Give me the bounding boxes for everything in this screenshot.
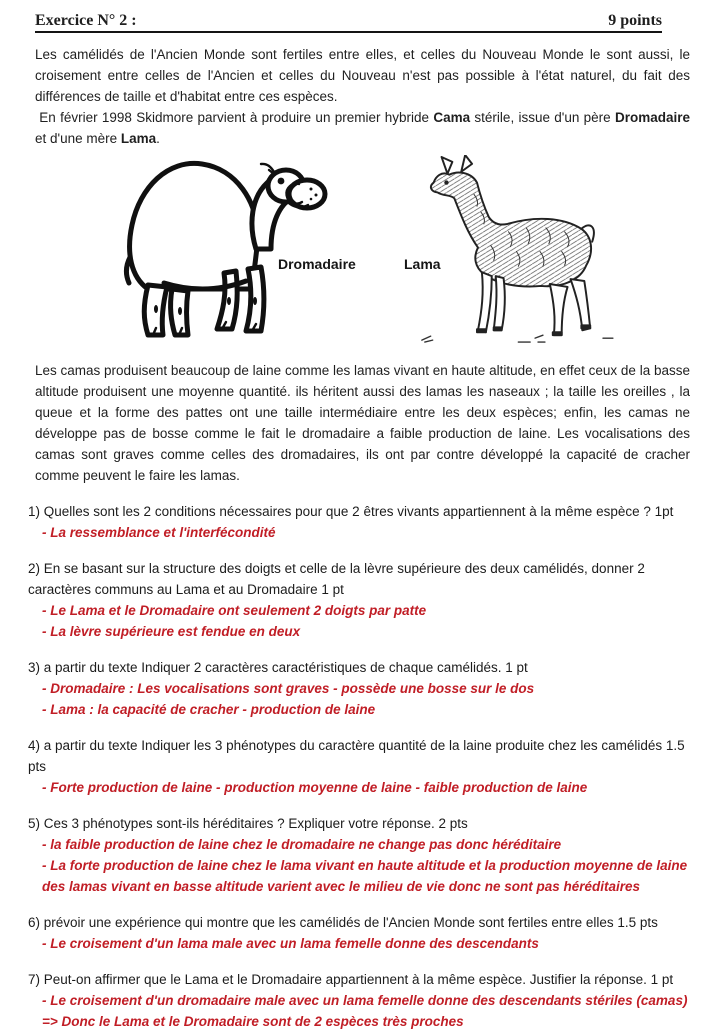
figure-row	[0, 151, 720, 351]
question-text: 6) prévoir une expérience qui montre que les camélidés de l'Ancien Monde sont fertiles entre elles 1.5 pts	[28, 915, 658, 930]
intro-paragraph-2: En février 1998 Skidmore parvient à produire un premier hybride Cama stérile, issue d'un père Dromadaire et d'une mère Lama.	[35, 110, 690, 146]
answer-text: - La lèvre supérieure est fendue en deux	[42, 624, 301, 639]
answer-text: - Lama : la capacité de cracher - production de laine	[42, 702, 376, 717]
answer-text: - Le Lama et le Dromadaire ont seulement 2 doigts par patte	[42, 603, 427, 618]
question-block-6	[28, 912, 706, 954]
llama-drawing	[392, 155, 624, 347]
answer-text: - La ressemblance et l'interfécondité	[42, 525, 276, 540]
question-block-7	[28, 969, 706, 1032]
question-text: 5) Ces 3 phénotypes sont-ils héréditaires ? Expliquer votre réponse. 2 pts	[28, 816, 468, 831]
question-block-5	[28, 813, 706, 897]
question-text: 1) Quelles sont les 2 conditions nécessaires pour que 2 êtres vivants appartiennent à la même espèce ? 1pt	[28, 504, 674, 519]
intro-paragraph-1: Les camélidés de l'Ancien Monde sont fertiles entre elles, et celles du Nouveau Monde le sont aussi, le croisement entre celles de l'Ancien et celles du Nouveau n'est pas possible à l'état naturel, du fait des différences de taille et d'habitat entre ces espèces.	[35, 47, 690, 104]
answer-text: - Le croisement d'un lama male avec un lama femelle donne des descendants	[42, 936, 539, 951]
dromedary-caption: Dromadaire	[278, 256, 356, 272]
camas-paragraph: Les camas produisent beaucoup de laine comme les lamas vivant en haute altitude, en effet ceux de la basse altitude produisent une moyenne quantité. ils héritent aussi des lamas les naseaux ; la taille les oreilles , la queue et la forme des pattes ont une taille intermédiaire entre les deux espèces; enfin, les camas ne développe pas de bosse comme le fait le dromadaire a faible production de laine. Les vocalisations des camas sont graves comme celles des dromadaires, ils ont par contre développé la capacité de cracher comme peuvent le faire les lamas.	[35, 363, 690, 483]
llama-caption: Lama	[404, 256, 441, 272]
answer-text: - Dromadaire : Les vocalisations sont graves - possède une bosse sur le dos	[42, 681, 535, 696]
answer-text: - La forte production de laine chez le lama vivant en haute altitude et la production moyenne de laine des lamas vivant en basse altitude varient avec le milieu de vie donc ne sont pas héréditaires	[42, 858, 688, 894]
question-text: 2) En se basant sur la structure des doigts et celle de la lèvre supérieure des deux camélidés, donner 2 caractères communs au Lama et au Dromadaire 1 pt	[28, 561, 645, 597]
answer-text: => Donc le Lama et le Dromadaire sont de 2 espèces très proches	[42, 1014, 464, 1029]
question-text: 3) a partir du texte Indiquer 2 caractères caractéristiques de chaque camélidés. 1 pt	[28, 660, 528, 675]
exercise-points: 9 points	[608, 12, 662, 29]
exercise-header	[35, 12, 662, 33]
question-block-1	[28, 501, 706, 543]
question-block-3	[28, 657, 706, 720]
question-block-2	[28, 558, 706, 642]
dromadaire-bold: Dromadaire	[614, 110, 690, 125]
answer-text: - la faible production de laine chez le dromadaire ne change pas donc héréditaire	[42, 837, 562, 852]
answer-text: - Le croisement d'un dromadaire male avec un lama femelle donne des descendants stériles (camas)	[42, 993, 688, 1008]
question-text: 7) Peut-on affirmer que le Lama et le Dromadaire appartiennent à la même espèce. Justifier la réponse. 1 pt	[28, 972, 674, 987]
question-text: 4) a partir du texte Indiquer les 3 phénotypes du caractère quantité de la laine produite chez les camélidés 1.5 pts	[28, 738, 685, 774]
question-block-4	[28, 735, 706, 798]
dromedary-drawing	[106, 151, 330, 351]
lama-bold: Lama	[120, 131, 157, 146]
exercise-title: Exercice N° 2 :	[35, 12, 137, 29]
intro-paragraphs	[35, 44, 690, 149]
cama-bold: Cama	[433, 110, 471, 125]
answer-text: - Forte production de laine - production moyenne de laine - faible production de laine	[42, 780, 588, 795]
